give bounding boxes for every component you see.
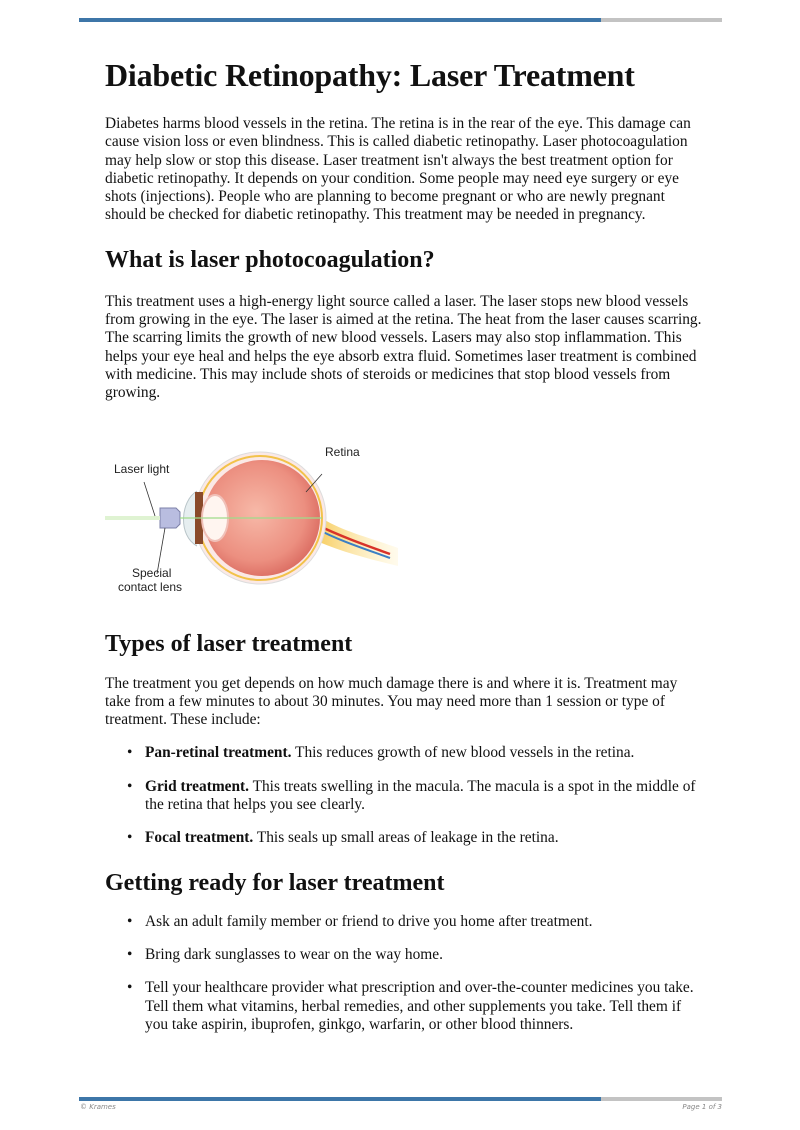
list-item [145,829,705,847]
header-bar-accent [79,18,601,22]
section-heading-what-is: What is laser photocoagulation? [105,246,435,273]
label-laser-light: Laser light [114,461,170,476]
header-bar-remainder [601,18,722,22]
contact-lens-device [160,508,180,528]
section-body-what-is: This treatment uses a high-energy light source called a laser. The laser stops new blood vessels from growing in the eye. The laser is aimed at the retina. The heat from the laser causes scarring. The scarring limits the growth of new blood vessels. Lasers may also stop inflammation. This helps your eye heal and helps the eye absorb extra fluid. Sometimes laser treatment is combined with medicine. This may include shots of steroids or medicines that stop blood vessels from growing. [105,292,702,402]
list-item: • Bring dark sunglasses to wear on the way home. [145,946,705,964]
item-term: Grid treatment. [145,777,249,795]
list-item: • Ask an adult family member or friend to drive you home after treatment. [145,913,705,931]
section-heading-types: Types of laser treatment [105,630,353,657]
item-text: This seals up small areas of leakage in the retina. [253,829,559,847]
list-item [145,778,705,815]
copyright-text: © Krames [80,1103,116,1111]
section-body-types: The treatment you get depends on how much damage there is and where it is. Treatment may take from a few minutes to about 30 minutes. You may need more than 1 session or type of treatment. These include: [105,674,678,729]
label-contact-lens: contact lens [118,579,183,594]
list-item [145,744,705,762]
header-progress-bar [79,18,722,22]
label-retina: Retina [325,444,360,459]
item-term: Pan-retinal treatment. [145,744,292,762]
getting-ready-list [105,913,705,1034]
footer-bar-accent [79,1097,601,1101]
eye-diagram-figure [100,436,400,596]
footer-bar-remainder [601,1097,722,1101]
footer-progress-bar [79,1097,722,1101]
intro-paragraph: Diabetes harms blood vessels in the retina. The retina is in the rear of the eye. This damage can cause vision loss or even blindness. This is called diabetic retinopathy. Laser photocoagulation may help slow or stop this disease. Laser treatment isn't always the best treatment option for diabetic retinopathy. It depends on your condition. Some people may need eye surgery or eye shots (injections). People who are planning to become pregnant or who are newly pregnant should be checked for diabetic retinopathy. This treatment may be needed in pregnancy. [105,115,691,224]
list-item: • Tell your healthcare provider what prescription and over-the-counter medicines you take. Tell them what vitamins, herbal remedies, and other supplements you take. Tell them if you take aspirin, ibuprofen, ginkgo, warfarin, or other blood thinners. [145,979,705,1034]
page-title: Diabetic Retinopathy: Laser Treatment [105,57,635,93]
laser-light-leader [144,482,155,516]
document-content [105,55,705,1034]
page-footer [80,1103,722,1111]
item-text: This treats swelling in the macula. The macula is a spot in the middle of the retina that helps you see clearly. [145,777,696,814]
section-heading-getting-ready: Getting ready for laser treatment [105,869,445,896]
treatment-types-list [105,744,705,847]
label-special: Special [132,565,172,580]
laser-beam-outside [105,516,160,520]
page-number: Page 1 of 3 [682,1103,722,1111]
item-text: This reduces growth of new blood vessels in the retina. [291,744,635,762]
item-term: Focal treatment. [145,829,254,847]
